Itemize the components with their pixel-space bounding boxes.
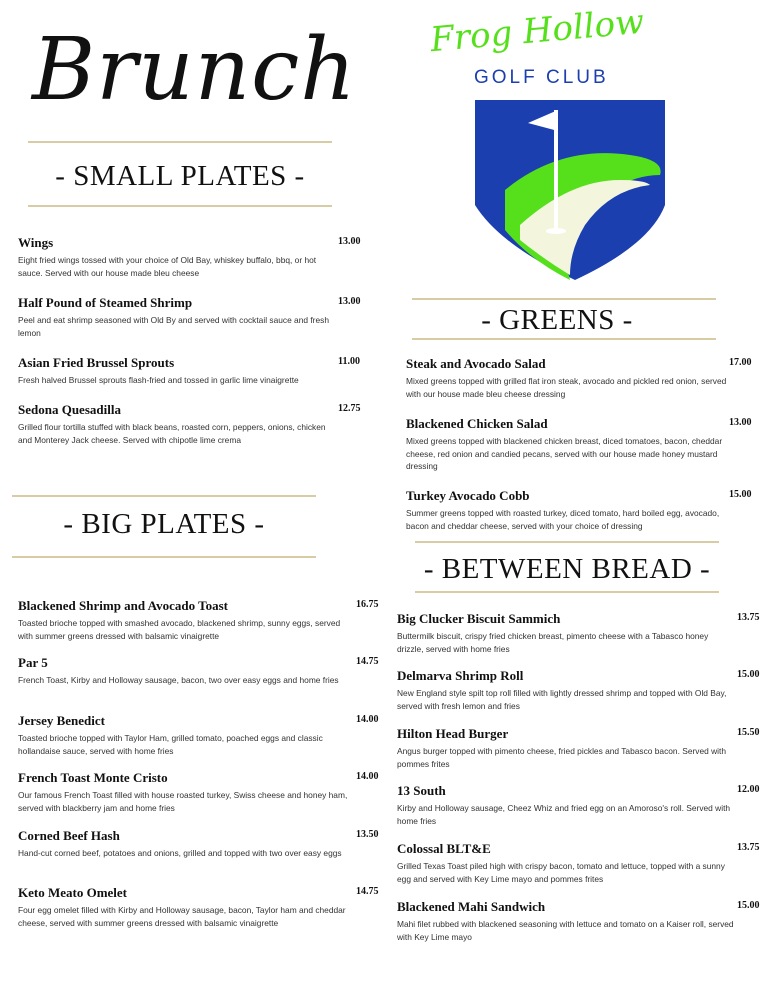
menu-item-price: 13.00 [338, 236, 361, 247]
menu-item-description: Eight fried wings tossed with your choice of Old Bay, whiskey buffalo, bbq, or hot sauce. Served with our house made bleu cheese [18, 255, 317, 278]
menu-item [18, 655, 383, 687]
menu-item [397, 668, 761, 712]
menu-item [406, 416, 758, 473]
menu-item-name: Colossal BLT&E [397, 841, 491, 856]
menu-item-name: Keto Meato Omelet [18, 885, 128, 900]
menu-item-price: 11.00 [338, 356, 360, 367]
menu-item-name: Steak and Avocado Salad [406, 356, 546, 371]
menu-item-price: 12.75 [338, 403, 361, 414]
menu-item-description: French Toast, Kirby and Holloway sausage, bacon, two over easy eggs and home fries [18, 675, 339, 685]
menu-item-price: 15.00 [737, 669, 760, 680]
menu-item-name: Blackened Mahi Sandwich [397, 899, 546, 914]
menu-item-description: New England style spilt top roll filled with lightly dressed shrimp and topped with Old Bay, served with fresh lemon and fries [397, 688, 727, 711]
divider [28, 205, 332, 207]
menu-item [18, 885, 383, 929]
menu-item-price: 17.00 [729, 357, 752, 368]
menu-item-price: 15.00 [729, 489, 752, 500]
menu-item [18, 828, 383, 860]
divider [412, 298, 716, 300]
menu-item-name: Blackened Chicken Salad [406, 416, 548, 431]
menu-item [406, 488, 758, 532]
menu-item-description: Hand-cut corned beef, potatoes and onions, grilled and topped with two over easy eggs [18, 848, 342, 858]
menu-item-price: 13.00 [729, 417, 752, 428]
menu-item-name: Corned Beef Hash [18, 828, 120, 843]
menu-item-description: Buttermilk biscuit, crispy fried chicken breast, pimento cheese with a Tabasco honey drizzle, served with home fries [397, 631, 709, 654]
divider [12, 495, 316, 497]
menu-item-name: Turkey Avocado Cobb [406, 488, 530, 503]
menu-item-name: 13 South [397, 783, 446, 798]
menu-item-description: Peel and eat shrimp seasoned with Old By and served with cocktail sauce and fresh lemon [18, 315, 329, 338]
menu-item [18, 235, 363, 279]
menu-item-price: 12.00 [737, 784, 760, 795]
menu-item-name: Hilton Head Burger [397, 726, 509, 741]
menu-item [18, 295, 363, 339]
menu-item-price: 14.75 [356, 656, 379, 667]
menu-item-description: Fresh halved Brussel sprouts flash-fried and tossed in garlic lime vinaigrette [18, 375, 299, 385]
menu-item [397, 726, 761, 770]
menu-item [406, 356, 758, 400]
golf-club-logo [420, 1, 705, 290]
divider [28, 141, 332, 143]
menu-item-description: Our famous French Toast filled with house roasted turkey, Swiss cheese and honey ham, served with blackberry jam and home fries [18, 790, 348, 813]
menu-item-price: 13.00 [338, 296, 361, 307]
menu-item [397, 841, 761, 885]
menu-item-description: Summer greens topped with roasted turkey, diced tomato, hard boiled egg, avocado, bacon and cheddar cheese, served with your choice of dressing [406, 508, 720, 531]
menu-item [397, 783, 761, 827]
section-heading-small-plates: - SMALL PLATES - [55, 160, 305, 192]
menu-item [18, 402, 363, 446]
divider [412, 338, 716, 340]
menu-item-description: Toasted brioche topped with smashed avocado, blackened shrimp, sunny eggs, served with summer greens dressed with balsamic vinaigrette [18, 618, 341, 641]
section-heading-greens: - GREENS - [481, 304, 633, 336]
menu-item-price: 16.75 [356, 599, 379, 610]
menu-item-description: Four egg omelet filled with Kirby and Holloway sausage, bacon, Taylor ham and cheddar cheese, served with summer greens dressed with balsamic vinaigrette [18, 905, 346, 928]
menu-item-name: Par 5 [18, 655, 48, 670]
menu-item [397, 899, 761, 943]
menu-item-description: Mixed greens topped with blackened chicken breast, diced tomatoes, bacon, cheddar cheese, red onion and candied pecans, served with our house made honey mustard dressing [406, 436, 723, 472]
menu-item-description: Angus burger topped with pimento cheese, fried pickles and Tabasco bacon. Served with pommes frites [397, 746, 726, 769]
divider [415, 541, 719, 543]
divider [415, 591, 719, 593]
menu-item [18, 598, 383, 642]
menu-item-price: 14.00 [356, 714, 379, 725]
logo-subtitle: GOLF CLUB [474, 67, 609, 88]
menu-item-description: Kirby and Holloway sausage, Cheez Whiz and fried egg on an Amoroso's roll. Served with home fries [397, 803, 731, 826]
menu-item-name: Half Pound of Steamed Shrimp [18, 295, 193, 310]
menu-item-name: Sedona Quesadilla [18, 402, 121, 417]
menu-item-price: 15.00 [737, 900, 760, 911]
menu-item-name: Asian Fried Brussel Sprouts [18, 355, 175, 370]
menu-item-price: 13.75 [737, 612, 760, 623]
menu-item [18, 355, 363, 387]
menu-item [18, 770, 383, 814]
logo-title: Frog Hollow [428, 1, 646, 61]
menu-item-name: Wings [18, 235, 54, 250]
menu-item-description: Mahi filet rubbed with blackened seasoning with lettuce and tomato on a Kaiser roll, served with Key Lime mayo [397, 919, 734, 942]
menu-item-name: Jersey Benedict [18, 713, 106, 728]
menu-item-name: French Toast Monte Cristo [18, 770, 168, 785]
menu-item-name: Big Clucker Biscuit Sammich [397, 611, 561, 626]
menu-item-price: 14.00 [356, 771, 379, 782]
menu-item [18, 713, 383, 757]
menu-item [397, 611, 761, 655]
menu-item-price: 15.50 [737, 727, 760, 738]
menu-item-description: Grilled Texas Toast piled high with crispy bacon, tomato and lettuce, topped with a sunny egg and served with Key Lime mayo and pommes frites [397, 861, 725, 884]
menu-item-name: Delmarva Shrimp Roll [397, 668, 524, 683]
divider [12, 556, 316, 558]
menu-item-description: Grilled flour tortilla stuffed with black beans, roasted corn, peppers, onions, chicken and Monterey Jack cheese. Served with chipotle lime crema [18, 422, 326, 445]
menu-item-description: Toasted brioche topped with Taylor Ham, grilled tomato, poached eggs and classic hollandaise sauce, served with home fries [18, 733, 323, 756]
menu-item-price: 13.50 [356, 829, 379, 840]
menu-item-description: Mixed greens topped with grilled flat iron steak, avocado and pickled red onion, served with our house made bleu cheese dressing [406, 376, 727, 399]
menu-item-price: 14.75 [356, 886, 379, 897]
section-heading-between-bread: - BETWEEN BREAD - [423, 553, 711, 585]
page-title: Brunch [32, 20, 357, 120]
menu-item-name: Blackened Shrimp and Avocado Toast [18, 598, 228, 613]
menu-item-price: 13.75 [737, 842, 760, 853]
section-heading-big-plates: - BIG PLATES - [63, 508, 265, 540]
